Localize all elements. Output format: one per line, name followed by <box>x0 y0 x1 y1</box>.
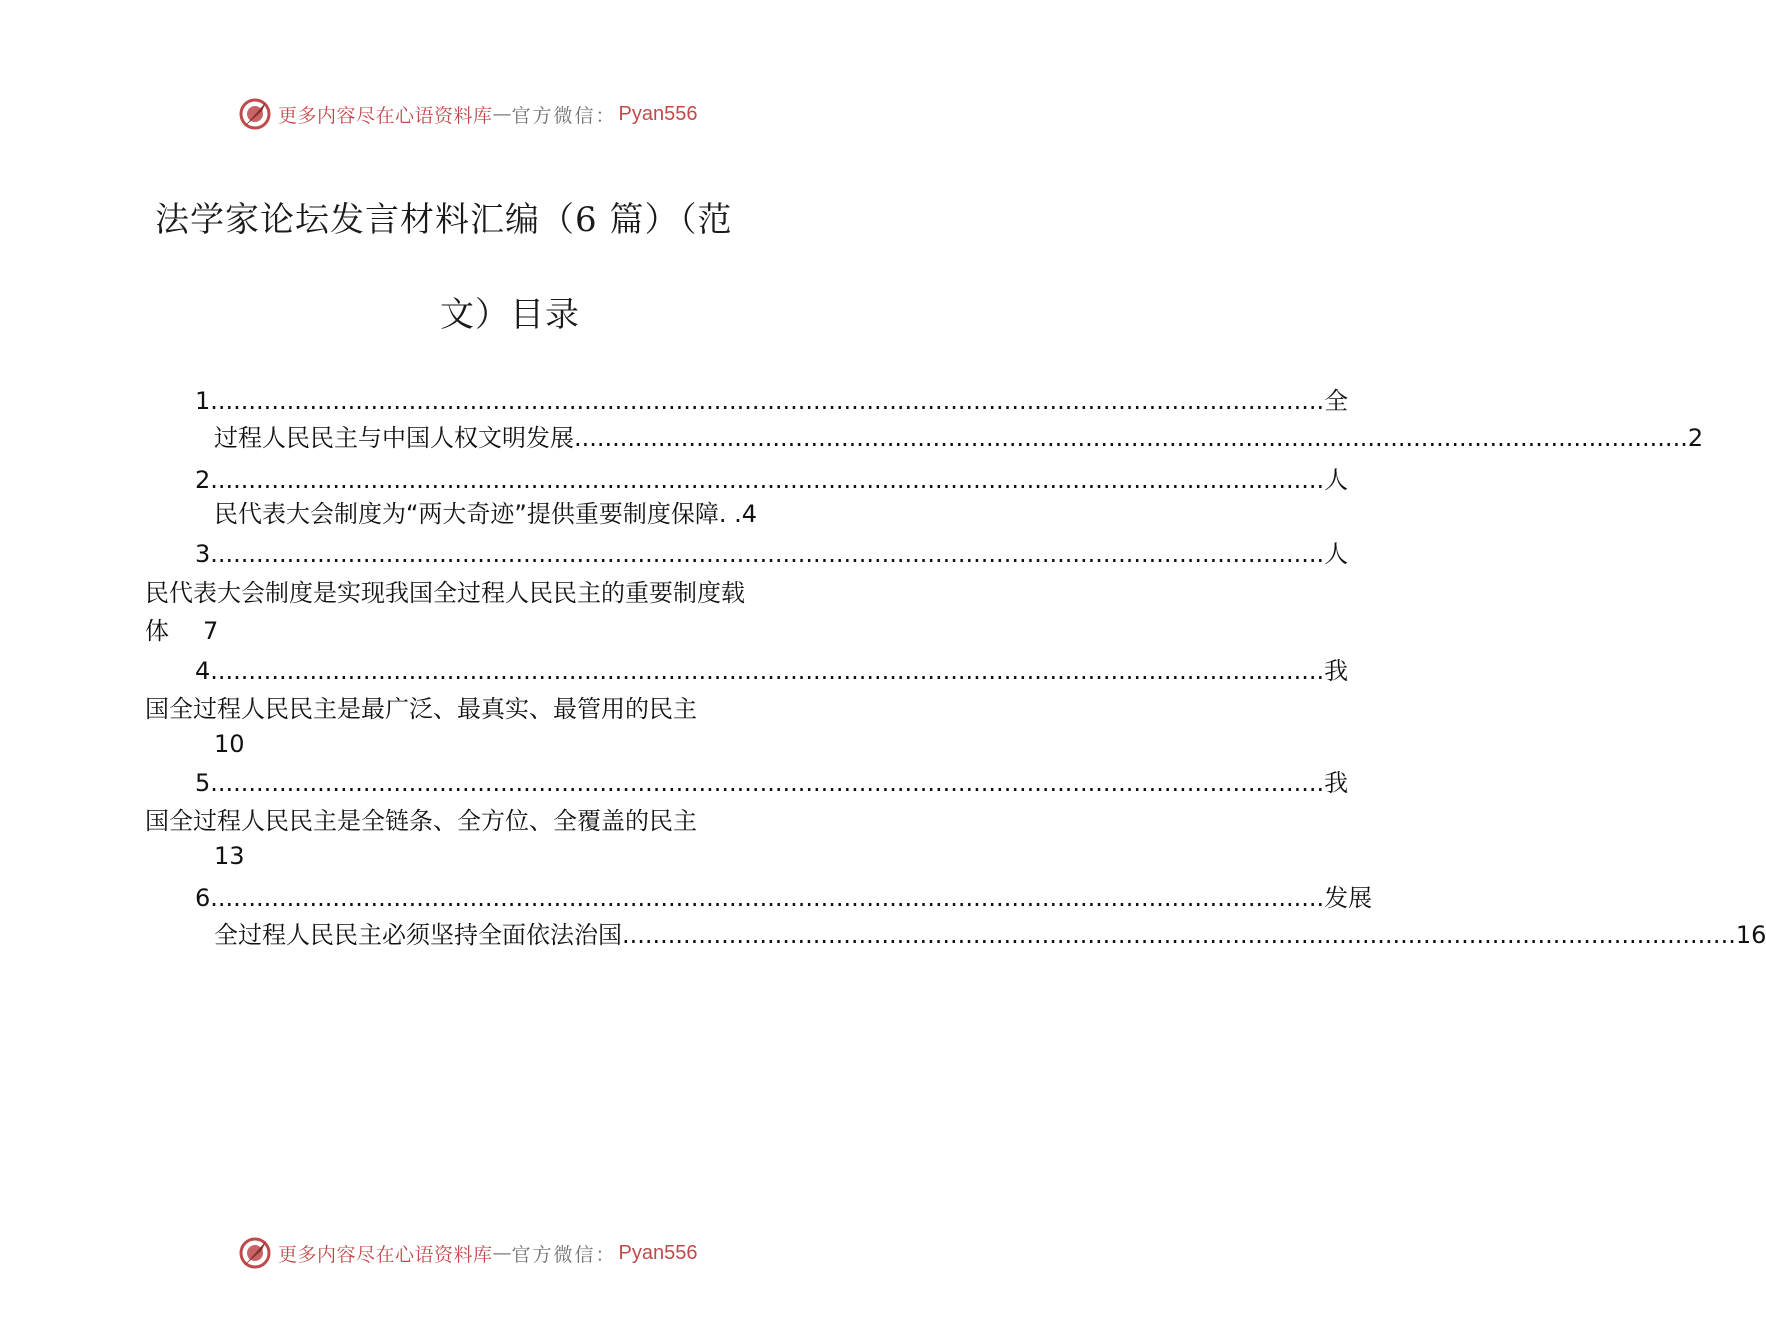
toc-entry-number: 6 <box>195 884 211 912</box>
toc-entry-4-lead[interactable] <box>195 654 1349 688</box>
toc-entry-4-title[interactable] <box>145 692 697 726</box>
toc-entry-6-title[interactable] <box>214 918 1766 952</box>
dot-leader: .................................................................................................................................................. <box>210 540 1325 568</box>
toc-entry-5-title[interactable] <box>145 804 697 838</box>
toc-entry-first-char: 发展 <box>1324 884 1373 912</box>
toc-entry-number: 2 <box>195 466 211 494</box>
toc-entry-page: 10 <box>214 730 245 758</box>
toc-entry-text: 民代表大会制度为“两大奇迹”提供重要制度保障. . <box>214 500 742 528</box>
toc-entry-text: 国全过程人民民主是最广泛、最真实、最管用的民主 <box>145 695 697 723</box>
toc-entry-first-char: 我 <box>1324 657 1349 685</box>
quill-logo-icon <box>238 1236 272 1270</box>
dot-leader: .................................................................................................................................................. <box>210 657 1325 685</box>
toc-entry-number: 1 <box>195 387 211 415</box>
toc-entry-number: 5 <box>195 769 211 797</box>
footer-slogan: 更多内容尽在心语资料库 <box>278 1243 493 1266</box>
toc-entry-first-char: 人 <box>1324 466 1349 494</box>
toc-entry-text: 全过程人民民主必须坚持全面依法治国 <box>214 921 622 949</box>
toc-entry-first-char: 我 <box>1324 769 1349 797</box>
toc-entry-5-page-row <box>214 839 245 873</box>
footer-wechat-id: Pyan556 <box>618 1241 698 1264</box>
quill-logo-icon <box>238 97 272 131</box>
toc-entry-2-title[interactable] <box>214 497 757 531</box>
document-title-line2: 文）目录 <box>440 295 580 335</box>
dot-leader: .................................................................................................................................................. <box>622 921 1736 949</box>
toc-entry-text: 民代表大会制度是实现我国全过程人民民主的重要制度载 <box>145 579 745 607</box>
toc-entry-page: 13 <box>214 842 245 870</box>
dot-leader: .................................................................................................................................................. <box>210 466 1325 494</box>
toc-entry-3-title-cont[interactable] <box>145 614 218 648</box>
toc-entry-page: 2 <box>1687 424 1704 452</box>
footer-wechat-label: 官方微信： <box>511 1243 617 1266</box>
toc-entry-page: 4 <box>741 500 758 528</box>
toc-entry-6-lead[interactable] <box>195 881 1373 915</box>
toc-entry-1-title[interactable] <box>214 421 1704 455</box>
document-title-line1: 法学家论坛发言材料汇编（6 篇）（范 <box>155 200 733 240</box>
toc-entry-first-char: 全 <box>1324 387 1349 415</box>
toc-entry-text-cont: 体 <box>145 617 169 645</box>
toc-entry-page: 16 <box>1735 921 1766 949</box>
header-slogan: 更多内容尽在心语资料库 <box>278 104 493 127</box>
toc-entry-2-lead[interactable] <box>195 463 1349 497</box>
toc-entry-4-page-row <box>214 727 245 761</box>
dot-leader: .................................................................................................................................................. <box>210 769 1325 797</box>
toc-entry-page: 7 <box>203 617 219 645</box>
dot-leader: .................................................................................................................................................. <box>210 387 1325 415</box>
header-wechat-id: Pyan556 <box>618 102 698 125</box>
footer-banner <box>238 1233 758 1273</box>
toc-entry-text: 过程人民民主与中国人权文明发展 <box>214 424 574 452</box>
header-dash: — <box>492 103 512 125</box>
toc-entry-text: 国全过程人民民主是全链条、全方位、全覆盖的民主 <box>145 807 697 835</box>
toc-entry-number: 3 <box>195 540 211 568</box>
header-banner <box>238 94 758 134</box>
toc-entry-number: 4 <box>195 657 211 685</box>
dot-leader: .................................................................................................................................................. <box>574 424 1688 452</box>
toc-entry-3-title[interactable] <box>145 576 745 610</box>
toc-entry-first-char: 人 <box>1324 540 1349 568</box>
toc-entry-3-lead[interactable] <box>195 537 1349 571</box>
toc-entry-1-lead[interactable] <box>195 384 1349 418</box>
header-wechat-label: 官方微信： <box>511 104 617 127</box>
dot-leader: .................................................................................................................................................. <box>210 884 1325 912</box>
toc-entry-5-lead[interactable] <box>195 766 1349 800</box>
footer-dash: — <box>492 1242 512 1264</box>
